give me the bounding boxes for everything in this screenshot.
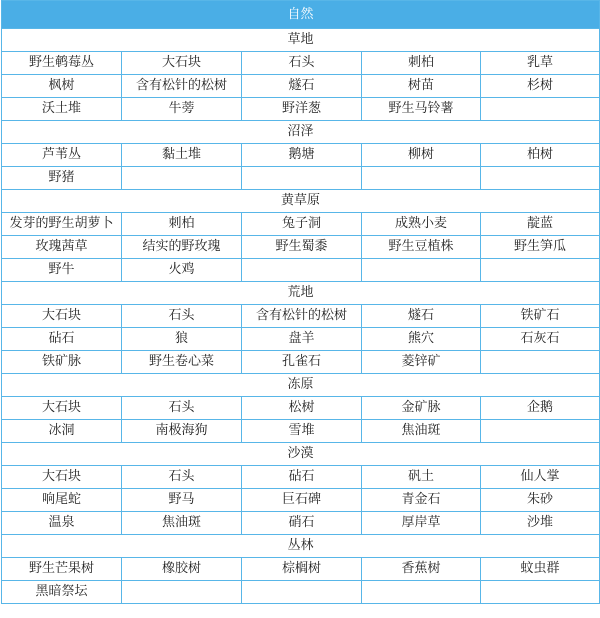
section-title: 黄草原 bbox=[2, 190, 600, 213]
item-cell: 野猪 bbox=[2, 167, 122, 190]
item-cell: 巨石碑 bbox=[242, 489, 362, 512]
item-cell: 橡胶树 bbox=[122, 558, 242, 581]
item-cell: 矾土 bbox=[362, 466, 481, 489]
item-cell: 石头 bbox=[242, 52, 362, 75]
item-cell: 狼 bbox=[122, 328, 242, 351]
section-title: 冻原 bbox=[2, 374, 600, 397]
item-cell: 野牛 bbox=[2, 259, 122, 282]
item-cell: 野生蜀黍 bbox=[242, 236, 362, 259]
item-cell: 树苗 bbox=[362, 75, 481, 98]
item-cell: 野马 bbox=[122, 489, 242, 512]
empty-cell bbox=[481, 420, 600, 443]
section-title: 丛林 bbox=[2, 535, 600, 558]
item-cell: 发芽的野生胡萝卜 bbox=[2, 213, 122, 236]
item-cell: 青金石 bbox=[362, 489, 481, 512]
table-row bbox=[2, 489, 600, 512]
item-cell: 柳树 bbox=[362, 144, 481, 167]
item-cell: 结实的野玫瑰 bbox=[122, 236, 242, 259]
item-cell: 石灰石 bbox=[481, 328, 600, 351]
empty-cell bbox=[242, 581, 362, 604]
item-cell: 棕榈树 bbox=[242, 558, 362, 581]
item-cell: 枫树 bbox=[2, 75, 122, 98]
item-cell: 野生马铃薯 bbox=[362, 98, 481, 121]
table-row bbox=[2, 213, 600, 236]
empty-cell bbox=[481, 259, 600, 282]
table-row bbox=[2, 420, 600, 443]
item-cell: 大石块 bbox=[2, 397, 122, 420]
item-cell: 柏树 bbox=[481, 144, 600, 167]
item-cell: 成熟小麦 bbox=[362, 213, 481, 236]
item-cell: 厚岸草 bbox=[362, 512, 481, 535]
section-title: 沙漠 bbox=[2, 443, 600, 466]
section-header-row bbox=[2, 29, 600, 52]
item-cell: 野生鹌莓丛 bbox=[2, 52, 122, 75]
table-row bbox=[2, 351, 600, 374]
empty-cell bbox=[481, 98, 600, 121]
item-cell: 玫瑰茜草 bbox=[2, 236, 122, 259]
item-cell: 刺柏 bbox=[122, 213, 242, 236]
table-row bbox=[2, 52, 600, 75]
empty-cell bbox=[481, 581, 600, 604]
item-cell: 芦苇丛 bbox=[2, 144, 122, 167]
item-cell: 含有松针的松树 bbox=[122, 75, 242, 98]
section-header-row bbox=[2, 443, 600, 466]
item-cell: 焦油斑 bbox=[122, 512, 242, 535]
item-cell: 砧石 bbox=[2, 328, 122, 351]
item-cell: 大石块 bbox=[2, 305, 122, 328]
section-header-row bbox=[2, 282, 600, 305]
item-cell: 火鸡 bbox=[122, 259, 242, 282]
title-row bbox=[2, 1, 600, 29]
item-cell: 焦油斑 bbox=[362, 420, 481, 443]
item-cell: 兔子洞 bbox=[242, 213, 362, 236]
table-row bbox=[2, 236, 600, 259]
section-header-row bbox=[2, 190, 600, 213]
item-cell: 沃土堆 bbox=[2, 98, 122, 121]
table-row bbox=[2, 512, 600, 535]
empty-cell bbox=[242, 259, 362, 282]
item-cell: 野洋葱 bbox=[242, 98, 362, 121]
item-cell: 熊穴 bbox=[362, 328, 481, 351]
item-cell: 黏土堆 bbox=[122, 144, 242, 167]
empty-cell bbox=[362, 581, 481, 604]
item-cell: 盘羊 bbox=[242, 328, 362, 351]
table-row bbox=[2, 259, 600, 282]
item-cell: 沙堆 bbox=[481, 512, 600, 535]
table-row bbox=[2, 75, 600, 98]
table-title: 自然 bbox=[2, 1, 600, 29]
empty-cell bbox=[122, 167, 242, 190]
table-row bbox=[2, 558, 600, 581]
item-cell: 温泉 bbox=[2, 512, 122, 535]
item-cell: 蚊虫群 bbox=[481, 558, 600, 581]
item-cell: 石头 bbox=[122, 466, 242, 489]
item-cell: 刺柏 bbox=[362, 52, 481, 75]
table-row bbox=[2, 466, 600, 489]
section-title: 沼泽 bbox=[2, 121, 600, 144]
item-cell: 牛蒡 bbox=[122, 98, 242, 121]
item-cell: 朱砂 bbox=[481, 489, 600, 512]
table-row bbox=[2, 98, 600, 121]
item-cell: 野生卷心菜 bbox=[122, 351, 242, 374]
section-header-row bbox=[2, 535, 600, 558]
item-cell: 野生豆植株 bbox=[362, 236, 481, 259]
table-row bbox=[2, 144, 600, 167]
item-cell: 石头 bbox=[122, 397, 242, 420]
item-cell: 硝石 bbox=[242, 512, 362, 535]
item-cell: 冰洞 bbox=[2, 420, 122, 443]
item-cell: 杉树 bbox=[481, 75, 600, 98]
item-cell: 响尾蛇 bbox=[2, 489, 122, 512]
empty-cell bbox=[242, 167, 362, 190]
item-cell: 燧石 bbox=[242, 75, 362, 98]
empty-cell bbox=[481, 167, 600, 190]
item-cell: 铁矿脉 bbox=[2, 351, 122, 374]
empty-cell bbox=[362, 259, 481, 282]
nature-table bbox=[1, 0, 600, 604]
item-cell: 企鹅 bbox=[481, 397, 600, 420]
item-cell: 石头 bbox=[122, 305, 242, 328]
item-cell: 大石块 bbox=[2, 466, 122, 489]
item-cell: 菱锌矿 bbox=[362, 351, 481, 374]
item-cell: 松树 bbox=[242, 397, 362, 420]
empty-cell bbox=[122, 581, 242, 604]
nature-table-container bbox=[1, 0, 599, 604]
item-cell: 金矿脉 bbox=[362, 397, 481, 420]
section-header-row bbox=[2, 121, 600, 144]
item-cell: 含有松针的松树 bbox=[242, 305, 362, 328]
table-row bbox=[2, 397, 600, 420]
item-cell: 野生笋瓜 bbox=[481, 236, 600, 259]
nature-table-body bbox=[2, 1, 600, 604]
item-cell: 乳草 bbox=[481, 52, 600, 75]
item-cell: 孔雀石 bbox=[242, 351, 362, 374]
section-title: 荒地 bbox=[2, 282, 600, 305]
item-cell: 南极海狗 bbox=[122, 420, 242, 443]
item-cell: 大石块 bbox=[122, 52, 242, 75]
item-cell: 雪堆 bbox=[242, 420, 362, 443]
table-row bbox=[2, 167, 600, 190]
item-cell: 野生芒果树 bbox=[2, 558, 122, 581]
item-cell: 仙人掌 bbox=[481, 466, 600, 489]
empty-cell bbox=[362, 167, 481, 190]
table-row bbox=[2, 305, 600, 328]
item-cell: 香蕉树 bbox=[362, 558, 481, 581]
item-cell: 铁矿石 bbox=[481, 305, 600, 328]
item-cell: 砧石 bbox=[242, 466, 362, 489]
table-row bbox=[2, 328, 600, 351]
section-title: 草地 bbox=[2, 29, 600, 52]
section-header-row bbox=[2, 374, 600, 397]
item-cell: 鹅塘 bbox=[242, 144, 362, 167]
item-cell: 靛蓝 bbox=[481, 213, 600, 236]
item-cell: 黑暗祭坛 bbox=[2, 581, 122, 604]
item-cell: 燧石 bbox=[362, 305, 481, 328]
empty-cell bbox=[481, 351, 600, 374]
table-row bbox=[2, 581, 600, 604]
